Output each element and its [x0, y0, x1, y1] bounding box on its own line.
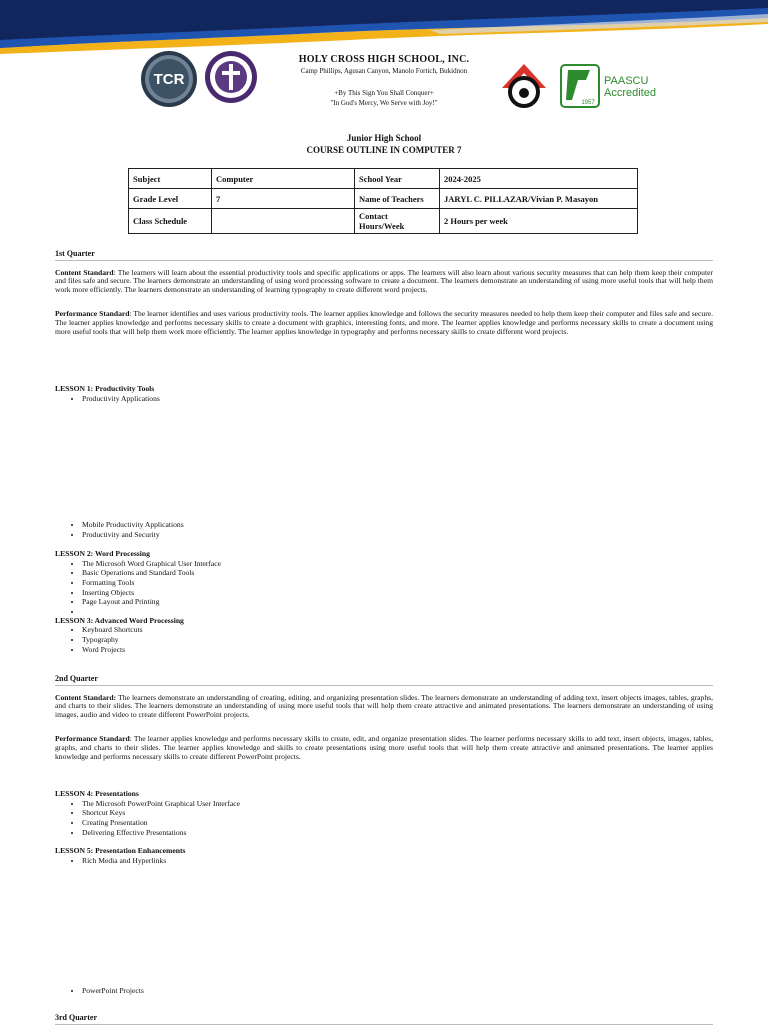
lesson-2 [55, 550, 713, 655]
list-item: • Shortcut Keys [82, 808, 713, 818]
q2-performance-label: Performance Standard [55, 734, 130, 744]
quarter-3-section [55, 1014, 713, 1033]
quarter-1-heading: 1st Quarter [55, 250, 713, 261]
paascu-year: 1957 [581, 100, 595, 106]
q2-content-text: The learners demonstrate an understanding of creating, editing, and organizing presentation slides. The learners demonstrate an understanding of adding text, insert objects images, tables, graphs, and charts to their slides. The learners demonstrate an understanding of using more useful tools that will help them create attractive and animated presentations. The learners demonstrate an understanding of using images, audio and video to create different PowerPoint projects. [55, 692, 713, 719]
header-banner [0, 0, 768, 60]
q1-performance-text: : The learner identifies and uses various productivity tools. The learner applies knowledge and follows the security measures needed to help them keep their computer and files safe and secure. The learner applies knowledge and performs necessary skills to create a document with graphics, interesting fonts, and more. The learner applies knowledge and performs necessary skills to create a document using more useful tools that will help them work more efficiently. The learner applies knowledge in typography and performs necessary skills to create different word projects. [55, 309, 713, 336]
contact-label: Contact Hours/Week [355, 209, 440, 234]
q2-content-label: Content Standard: [55, 692, 117, 702]
list-item: • Typography [82, 635, 713, 645]
grade-label: Grade Level [129, 189, 212, 209]
quarter-2-section [55, 675, 713, 761]
lesson-2-title: : Word Processing [90, 549, 150, 558]
lesson-1-list-a [55, 394, 713, 404]
school-address: Camp Phillips, Agusan Canyon, Manolo Fortich, Bukidnon [300, 67, 468, 75]
lesson-3-heading [55, 617, 713, 626]
teachers-label: Name of Teachers [355, 189, 440, 209]
lesson-2-prefix: LESSON 2 [55, 549, 91, 558]
q2-performance-text: : The learner applies knowledge and performs necessary skills to create, edit, and organize presentation slides. The learner performs necessary skills to add text, insert objects, images, tables, graphs, and charts to their slides. The learner applies knowledge and skills to create presentations using more useful tools that will help them create attractive and animated presentations. The learner applies knowledge and performs necessary skills to create different PowerPoint projects. [55, 734, 713, 761]
q1-content-label: Content Standard [55, 267, 114, 277]
list-item: • Rich Media and Hyperlinks [82, 856, 713, 866]
list-item: • Keyboard Shortcuts [82, 625, 713, 635]
lesson-5-continued [55, 986, 713, 996]
schedule-label: Class Schedule [129, 209, 212, 234]
title-line2: COURSE OUTLINE IN COMPUTER 7 [306, 145, 462, 155]
lesson-3-title: : Advanced Word Processing [90, 615, 184, 625]
paascu-line1: PAASCU [604, 75, 649, 87]
paascu-line2: Accredited [604, 87, 656, 99]
paascu-label [604, 75, 656, 99]
list-item: • Page Layout and Printing [82, 597, 713, 607]
list-item: • PowerPoint Projects [82, 986, 713, 996]
lesson-5-list-b [55, 986, 713, 996]
list-item: • Delivering Effective Presentations [82, 828, 713, 838]
lesson-5-list-a [55, 856, 713, 866]
school-year-label: School Year [355, 169, 440, 189]
list-item: • Mobile Productivity Applications [82, 520, 713, 530]
lesson-2-list [55, 559, 713, 617]
lesson-4-title: : Presentations [90, 789, 139, 798]
course-info-table [128, 168, 638, 234]
q1-content-text: : The learners will learn about the essential productivity tools and specific applications or apps. The learners will also learn about various security measures that can help them keep their computer and files safe and secure. The learners demonstrate an understanding of using word processing software to create a document. The learners demonstrate an understanding of using more useful tools that will help them work more efficiently. The learners demonstrate an understanding of learning typography to create different word projects. [55, 267, 713, 294]
lesson-1-list-b [55, 520, 713, 539]
lesson-1-title: : Productivity Tools [90, 384, 155, 393]
list-item: • The Microsoft PowerPoint Graphical User Interface [82, 799, 713, 809]
list-item: • Inserting Objects [82, 588, 713, 598]
list-item: • The Microsoft Word Graphical User Interface [82, 559, 713, 569]
quarter-2-heading: 2nd Quarter [55, 675, 713, 686]
motto-line2: "In God's Mercy, We Serve with Joy!" [330, 99, 438, 107]
school-name: HOLY CROSS HIGH SCHOOL, INC. [298, 54, 470, 65]
lesson-1-continued [55, 520, 713, 539]
lesson-4-heading [55, 790, 713, 799]
school-year-value: 2024-2025 [440, 169, 638, 189]
lesson-4 [55, 790, 713, 866]
list-item: • Word Projects [82, 645, 713, 655]
list-item: • Creating Presentation [82, 818, 713, 828]
table-row [129, 169, 638, 189]
title-line1: Junior High School [346, 133, 422, 143]
lesson-3-list [55, 625, 713, 654]
lesson-1-heading [55, 385, 713, 394]
schedule-value [212, 209, 355, 234]
q2-performance-standard [55, 735, 713, 761]
tcr-logo-text: TCR [153, 71, 185, 88]
contact-value: 2 Hours per week [440, 209, 638, 234]
subject-label: Subject [129, 169, 212, 189]
list-item: • Basic Operations and Standard Tools [82, 568, 713, 578]
lesson-2-heading [55, 550, 713, 559]
list-item: • Formatting Tools [82, 578, 713, 588]
q2-content-standard [55, 694, 713, 720]
lesson-3-prefix: LESSON 3 [55, 615, 91, 625]
teachers-value: JARYL C. PILLAZAR/Vivian P. Masayon [440, 189, 638, 209]
quarter-3-heading: 3rd Quarter [55, 1014, 713, 1025]
list-item: • Productivity Applications [82, 394, 713, 404]
grade-value: 7 [212, 189, 355, 209]
q1-performance-label: Performance Standard [55, 309, 130, 319]
motto-line1: +By This Sign You Shall Conquer+ [334, 89, 434, 97]
lesson-5-heading [55, 847, 713, 856]
lesson-4-prefix: LESSON 4 [55, 789, 91, 798]
lesson-4-list [55, 799, 713, 838]
lesson-1-prefix: LESSON 1 [55, 384, 91, 393]
tcr-logo-icon [140, 50, 198, 108]
school-motto [250, 88, 518, 108]
quarter-1-section [55, 250, 713, 336]
table-row [129, 189, 638, 209]
lesson-5-title: : Presentation Enhancements [90, 846, 186, 856]
lesson-1 [55, 385, 713, 403]
document-title [0, 132, 768, 156]
list-item: • Productivity and Security [82, 530, 713, 540]
subject-value: Computer [212, 169, 355, 189]
school-header [250, 54, 518, 108]
q1-performance-standard [55, 310, 713, 336]
table-row [129, 209, 638, 234]
q1-content-standard [55, 269, 713, 295]
lesson-5-prefix: LESSON 5 [55, 846, 91, 856]
